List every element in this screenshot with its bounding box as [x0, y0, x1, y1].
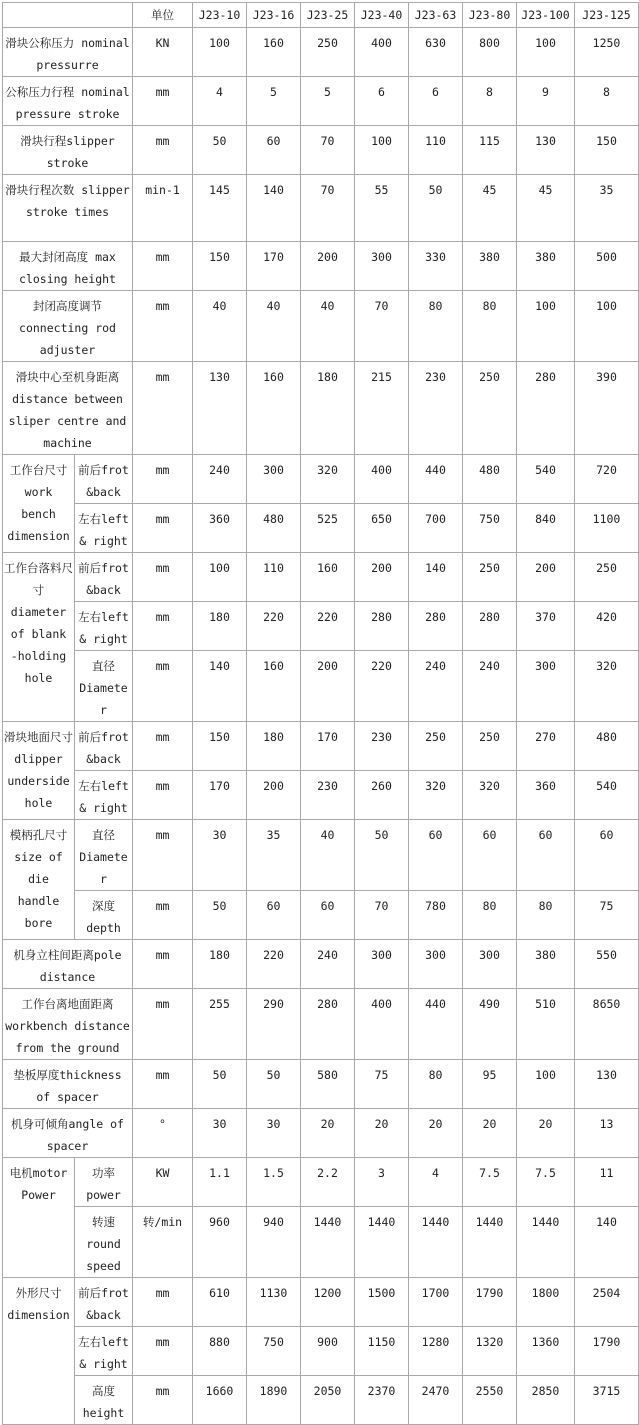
value-cell: 2370: [355, 1376, 409, 1425]
param-name-cell: 公称压力行程 nominal pressure stroke: [3, 77, 133, 126]
table-row: [3, 77, 639, 126]
unit-cell: mm: [133, 820, 193, 891]
value-cell: 6: [409, 77, 463, 126]
value-cell: 400: [355, 989, 409, 1060]
unit-cell: mm: [133, 891, 193, 940]
table-row: [3, 891, 639, 940]
value-cell: 360: [193, 504, 247, 553]
value-cell: 1.5: [247, 1158, 301, 1207]
value-cell: 160: [247, 362, 301, 455]
value-cell: 60: [247, 891, 301, 940]
value-cell: 50: [193, 891, 247, 940]
value-cell: 280: [355, 602, 409, 651]
value-cell: 80: [409, 291, 463, 362]
value-cell: 200: [517, 553, 575, 602]
value-cell: 400: [355, 28, 409, 77]
value-cell: 30: [193, 820, 247, 891]
unit-cell: mm: [133, 940, 193, 989]
value-cell: 80: [409, 1060, 463, 1109]
value-cell: 525: [301, 504, 355, 553]
sub-param-cell: 深度 depth: [75, 891, 133, 940]
value-cell: 300: [355, 940, 409, 989]
table-row: [3, 28, 639, 77]
unit-cell: °: [133, 1109, 193, 1158]
value-cell: 380: [463, 242, 517, 291]
value-cell: 220: [247, 602, 301, 651]
value-cell: 140: [575, 1207, 639, 1278]
value-cell: 200: [355, 553, 409, 602]
value-cell: 300: [463, 940, 517, 989]
value-cell: 130: [517, 126, 575, 175]
value-cell: 250: [409, 722, 463, 771]
param-name-cell: 垫板厚度thickness of spacer: [3, 1060, 133, 1109]
value-cell: 70: [355, 891, 409, 940]
table-row: [3, 1278, 639, 1327]
value-cell: 100: [517, 28, 575, 77]
value-cell: 2470: [409, 1376, 463, 1425]
value-cell: 440: [409, 989, 463, 1060]
value-cell: 8: [463, 77, 517, 126]
value-cell: 20: [355, 1109, 409, 1158]
table-row: [3, 1207, 639, 1278]
value-cell: 8650: [575, 989, 639, 1060]
param-name-cell: 电机motor Power: [3, 1158, 75, 1278]
value-cell: 250: [463, 362, 517, 455]
value-cell: 160: [247, 28, 301, 77]
value-cell: 7.5: [463, 1158, 517, 1207]
value-cell: 370: [517, 602, 575, 651]
value-cell: 40: [301, 820, 355, 891]
header-cell: J23-16: [247, 3, 301, 28]
value-cell: 75: [355, 1060, 409, 1109]
value-cell: 1790: [463, 1278, 517, 1327]
header-cell: J23-63: [409, 3, 463, 28]
value-cell: 215: [355, 362, 409, 455]
value-cell: 500: [575, 242, 639, 291]
table-row: [3, 1327, 639, 1376]
value-cell: 270: [517, 722, 575, 771]
value-cell: 220: [355, 651, 409, 722]
value-cell: 480: [247, 504, 301, 553]
value-cell: 900: [301, 1327, 355, 1376]
unit-cell: KW: [133, 1158, 193, 1207]
value-cell: 200: [301, 242, 355, 291]
value-cell: 800: [463, 28, 517, 77]
value-cell: 1440: [301, 1207, 355, 1278]
value-cell: 1280: [409, 1327, 463, 1376]
unit-cell: mm: [133, 1060, 193, 1109]
value-cell: 280: [409, 602, 463, 651]
value-cell: 1440: [409, 1207, 463, 1278]
value-cell: 1660: [193, 1376, 247, 1425]
value-cell: 580: [301, 1060, 355, 1109]
value-cell: 2504: [575, 1278, 639, 1327]
value-cell: 100: [575, 291, 639, 362]
value-cell: 220: [247, 940, 301, 989]
unit-cell: min-1: [133, 175, 193, 242]
header-cell: J23-40: [355, 3, 409, 28]
unit-cell: mm: [133, 1278, 193, 1327]
value-cell: 290: [247, 989, 301, 1060]
table-row: [3, 504, 639, 553]
value-cell: 20: [409, 1109, 463, 1158]
value-cell: 540: [575, 771, 639, 820]
value-cell: 510: [517, 989, 575, 1060]
param-name-cell: 滑块行程次数 slipper stroke times: [3, 175, 133, 242]
value-cell: 1440: [463, 1207, 517, 1278]
value-cell: 250: [463, 553, 517, 602]
value-cell: 3: [355, 1158, 409, 1207]
value-cell: 140: [193, 651, 247, 722]
header-cell: J23-10: [193, 3, 247, 28]
unit-cell: mm: [133, 602, 193, 651]
value-cell: 100: [355, 126, 409, 175]
value-cell: 20: [463, 1109, 517, 1158]
table-row: [3, 1060, 639, 1109]
value-cell: 490: [463, 989, 517, 1060]
table-row: [3, 553, 639, 602]
table-row: [3, 1109, 639, 1158]
param-name-cell: 工作台离地面距离 workbench distance from the ground: [3, 989, 133, 1060]
unit-cell: mm: [133, 1327, 193, 1376]
value-cell: 320: [463, 771, 517, 820]
value-cell: 260: [355, 771, 409, 820]
value-cell: 80: [517, 891, 575, 940]
value-cell: 160: [247, 651, 301, 722]
value-cell: 145: [193, 175, 247, 242]
value-cell: 240: [463, 651, 517, 722]
value-cell: 300: [355, 242, 409, 291]
value-cell: 40: [301, 291, 355, 362]
value-cell: 170: [193, 771, 247, 820]
unit-cell: mm: [133, 1376, 193, 1425]
table-row: [3, 291, 639, 362]
value-cell: 80: [463, 291, 517, 362]
value-cell: 280: [301, 989, 355, 1060]
value-cell: 170: [247, 242, 301, 291]
value-cell: 400: [355, 455, 409, 504]
value-cell: 180: [193, 940, 247, 989]
value-cell: 9: [517, 77, 575, 126]
value-cell: 300: [409, 940, 463, 989]
value-cell: 240: [301, 940, 355, 989]
value-cell: 35: [247, 820, 301, 891]
unit-cell: mm: [133, 771, 193, 820]
value-cell: 650: [355, 504, 409, 553]
value-cell: 5: [301, 77, 355, 126]
value-cell: 390: [575, 362, 639, 455]
unit-cell: 转/min: [133, 1207, 193, 1278]
value-cell: 7.5: [517, 1158, 575, 1207]
value-cell: 95: [463, 1060, 517, 1109]
value-cell: 1100: [575, 504, 639, 553]
param-name-cell: 模柄孔尺寸 size of die handle bore: [3, 820, 75, 940]
table-row: [3, 722, 639, 771]
value-cell: 300: [247, 455, 301, 504]
param-name-cell: 滑块中心至机身距离 distance between sliper centre and machine: [3, 362, 133, 455]
table-row: [3, 1376, 639, 1425]
spec-table: [2, 2, 639, 1425]
value-cell: 250: [463, 722, 517, 771]
unit-cell: mm: [133, 722, 193, 771]
value-cell: 180: [301, 362, 355, 455]
value-cell: 360: [517, 771, 575, 820]
value-cell: 230: [301, 771, 355, 820]
value-cell: 140: [409, 553, 463, 602]
value-cell: 1130: [247, 1278, 301, 1327]
sub-param-cell: 直径 Diameter: [75, 651, 133, 722]
value-cell: 960: [193, 1207, 247, 1278]
value-cell: 50: [409, 175, 463, 242]
unit-cell: mm: [133, 504, 193, 553]
sub-param-cell: 转速 round speed: [75, 1207, 133, 1278]
value-cell: 50: [355, 820, 409, 891]
table-row: [3, 602, 639, 651]
sub-param-cell: 左右left & right: [75, 602, 133, 651]
unit-cell: mm: [133, 989, 193, 1060]
param-name-cell: 滑块公称压力 nominal pressurre: [3, 28, 133, 77]
value-cell: 50: [193, 1060, 247, 1109]
value-cell: 380: [517, 242, 575, 291]
table-row: [3, 651, 639, 722]
unit-cell: mm: [133, 651, 193, 722]
param-name-cell: 封闭高度调节 connecting rod adjuster: [3, 291, 133, 362]
value-cell: 130: [575, 1060, 639, 1109]
sub-param-cell: 左右left & right: [75, 771, 133, 820]
value-cell: 1890: [247, 1376, 301, 1425]
value-cell: 880: [193, 1327, 247, 1376]
sub-param-cell: 前后frot &back: [75, 722, 133, 771]
value-cell: 115: [463, 126, 517, 175]
value-cell: 1360: [517, 1327, 575, 1376]
value-cell: 45: [463, 175, 517, 242]
value-cell: 240: [193, 455, 247, 504]
value-cell: 1200: [301, 1278, 355, 1327]
table-row: [3, 455, 639, 504]
value-cell: 35: [575, 175, 639, 242]
value-cell: 150: [193, 722, 247, 771]
value-cell: 330: [409, 242, 463, 291]
value-cell: 4: [193, 77, 247, 126]
value-cell: 320: [575, 651, 639, 722]
value-cell: 40: [193, 291, 247, 362]
value-cell: 1440: [355, 1207, 409, 1278]
param-name-cell: 机身立柱间距离pole distance: [3, 940, 133, 989]
value-cell: 230: [355, 722, 409, 771]
table-row: [3, 126, 639, 175]
param-name-cell: 工作台尺寸 work bench dimension: [3, 455, 75, 553]
sub-param-cell: 左右left & right: [75, 504, 133, 553]
header-cell: [3, 3, 133, 28]
value-cell: 100: [517, 291, 575, 362]
value-cell: 70: [355, 291, 409, 362]
param-name-cell: 最大封闭高度 max closing height: [3, 242, 133, 291]
header-row: [3, 3, 639, 28]
header-cell: J23-125: [575, 3, 639, 28]
value-cell: 230: [409, 362, 463, 455]
value-cell: 100: [193, 28, 247, 77]
value-cell: 20: [301, 1109, 355, 1158]
value-cell: 75: [575, 891, 639, 940]
value-cell: 1150: [355, 1327, 409, 1376]
value-cell: 1.1: [193, 1158, 247, 1207]
value-cell: 1700: [409, 1278, 463, 1327]
unit-cell: mm: [133, 362, 193, 455]
value-cell: 2550: [463, 1376, 517, 1425]
value-cell: 780: [409, 891, 463, 940]
value-cell: 320: [409, 771, 463, 820]
value-cell: 45: [517, 175, 575, 242]
value-cell: 100: [193, 553, 247, 602]
value-cell: 30: [193, 1109, 247, 1158]
table-row: [3, 771, 639, 820]
table-row: [3, 989, 639, 1060]
value-cell: 1500: [355, 1278, 409, 1327]
value-cell: 20: [517, 1109, 575, 1158]
value-cell: 720: [575, 455, 639, 504]
table-row: [3, 820, 639, 891]
header-cell: J23-80: [463, 3, 517, 28]
value-cell: 110: [247, 553, 301, 602]
value-cell: 180: [247, 722, 301, 771]
value-cell: 60: [575, 820, 639, 891]
value-cell: 140: [247, 175, 301, 242]
value-cell: 100: [517, 1060, 575, 1109]
value-cell: 150: [575, 126, 639, 175]
value-cell: 30: [247, 1109, 301, 1158]
value-cell: 240: [409, 651, 463, 722]
value-cell: 1440: [517, 1207, 575, 1278]
value-cell: 300: [517, 651, 575, 722]
table-row: [3, 175, 639, 242]
value-cell: 2850: [517, 1376, 575, 1425]
header-cell: J23-100: [517, 3, 575, 28]
value-cell: 280: [517, 362, 575, 455]
value-cell: 220: [301, 602, 355, 651]
value-cell: 180: [193, 602, 247, 651]
unit-cell: mm: [133, 291, 193, 362]
table-row: [3, 242, 639, 291]
unit-cell: mm: [133, 455, 193, 504]
value-cell: 60: [301, 891, 355, 940]
value-cell: 60: [409, 820, 463, 891]
value-cell: 480: [463, 455, 517, 504]
value-cell: 50: [193, 126, 247, 175]
value-cell: 1800: [517, 1278, 575, 1327]
value-cell: 1790: [575, 1327, 639, 1376]
value-cell: 70: [301, 126, 355, 175]
value-cell: 3715: [575, 1376, 639, 1425]
value-cell: 170: [301, 722, 355, 771]
value-cell: 200: [301, 651, 355, 722]
value-cell: 380: [517, 940, 575, 989]
value-cell: 540: [517, 455, 575, 504]
value-cell: 5: [247, 77, 301, 126]
value-cell: 940: [247, 1207, 301, 1278]
value-cell: 750: [247, 1327, 301, 1376]
sub-param-cell: 直径 Diameter: [75, 820, 133, 891]
value-cell: 250: [301, 28, 355, 77]
value-cell: 60: [247, 126, 301, 175]
param-name-cell: 滑块地面尺寸dlipper underside hole: [3, 722, 75, 820]
param-name-cell: 滑块行程slipper stroke: [3, 126, 133, 175]
sub-param-cell: 前后frot &back: [75, 1278, 133, 1327]
value-cell: 6: [355, 77, 409, 126]
value-cell: 420: [575, 602, 639, 651]
value-cell: 1320: [463, 1327, 517, 1376]
table-row: [3, 1158, 639, 1207]
value-cell: 440: [409, 455, 463, 504]
value-cell: 160: [301, 553, 355, 602]
value-cell: 610: [193, 1278, 247, 1327]
value-cell: 700: [409, 504, 463, 553]
value-cell: 280: [463, 602, 517, 651]
unit-cell: mm: [133, 126, 193, 175]
sub-param-cell: 高度 height: [75, 1376, 133, 1425]
table-row: [3, 362, 639, 455]
value-cell: 4: [409, 1158, 463, 1207]
value-cell: 255: [193, 989, 247, 1060]
unit-cell: mm: [133, 553, 193, 602]
value-cell: 60: [517, 820, 575, 891]
unit-cell: KN: [133, 28, 193, 77]
unit-cell: mm: [133, 242, 193, 291]
value-cell: 110: [409, 126, 463, 175]
unit-cell: mm: [133, 77, 193, 126]
value-cell: 2.2: [301, 1158, 355, 1207]
table-row: [3, 940, 639, 989]
value-cell: 630: [409, 28, 463, 77]
value-cell: 550: [575, 940, 639, 989]
value-cell: 150: [193, 242, 247, 291]
sub-param-cell: 功率 power: [75, 1158, 133, 1207]
param-name-cell: 外形尺寸 dimension: [3, 1278, 75, 1425]
param-name-cell: 机身可倾角angle of spacer: [3, 1109, 133, 1158]
value-cell: 750: [463, 504, 517, 553]
value-cell: 40: [247, 291, 301, 362]
header-cell: J23-25: [301, 3, 355, 28]
value-cell: 55: [355, 175, 409, 242]
value-cell: 70: [301, 175, 355, 242]
value-cell: 130: [193, 362, 247, 455]
value-cell: 480: [575, 722, 639, 771]
value-cell: 11: [575, 1158, 639, 1207]
value-cell: 8: [575, 77, 639, 126]
sub-param-cell: 左右left & right: [75, 1327, 133, 1376]
value-cell: 60: [463, 820, 517, 891]
sub-param-cell: 前后frot &back: [75, 553, 133, 602]
header-cell: 单位: [133, 3, 193, 28]
spec-table-body: [3, 3, 639, 1425]
param-name-cell: 工作台落料尺寸 diameter of blank -holding hole: [3, 553, 75, 722]
value-cell: 50: [247, 1060, 301, 1109]
value-cell: 1250: [575, 28, 639, 77]
sub-param-cell: 前后frot &back: [75, 455, 133, 504]
value-cell: 320: [301, 455, 355, 504]
value-cell: 250: [575, 553, 639, 602]
value-cell: 840: [517, 504, 575, 553]
value-cell: 13: [575, 1109, 639, 1158]
value-cell: 80: [463, 891, 517, 940]
value-cell: 200: [247, 771, 301, 820]
value-cell: 2050: [301, 1376, 355, 1425]
